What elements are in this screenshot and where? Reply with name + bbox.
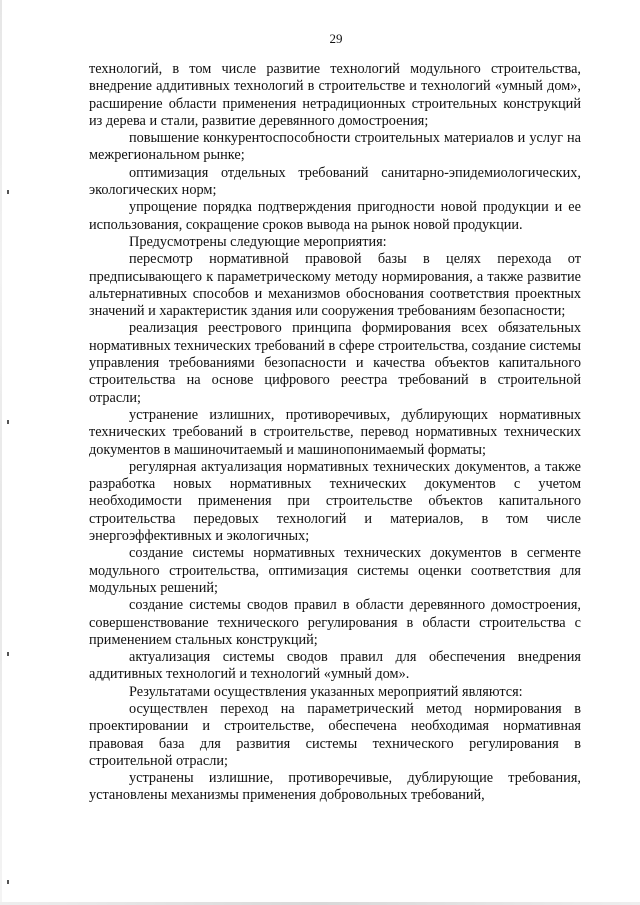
paragraph: актуализация системы сводов правил для обеспечения внедрения аддитивных технологий и технологий «умный дом». <box>89 649 581 683</box>
paragraph: оптимизация отдельных требований санитарно-эпидемиологических, экологических норм; <box>89 164 581 199</box>
paragraph: регулярная актуализация нормативных технических документов, а также разработка новых нормативных технических документов с учетом необходимости применения при строительстве объектов капитального строительства передовых технологий и материалов, в том числе энергоэффективных и экологичных; <box>89 458 581 545</box>
paragraph: устранены излишние, противоречивые, дублирующие требования, установлены механизмы применения добровольных требований, <box>89 770 581 804</box>
paragraph: пересмотр нормативной правовой базы в целях перехода от предписывающего к параметрическому методу нормирования, а также развитие альтернативных способов и механизмов обоснования соответствия проектных значений и характеристик здания или сооружения требованиям безопасности; <box>89 251 581 320</box>
scan-mark <box>7 190 9 194</box>
paragraph: осуществлен переход на параметрический метод нормирования в проектировании и строительстве, обеспечена необходимая нормативная правовая база для развития системы технического регулирования в строительной отрасли; <box>89 700 581 769</box>
paragraph: создание системы сводов правил в области деревянного домостроения, совершенствование технического регулирования в области строительства с применением стальных конструкций; <box>89 597 581 648</box>
paragraph: реализация реестрового принципа формирования всех обязательных нормативных технических требований в сфере строительства, создание системы управления требованиями безопасности и качества объектов капитального строительства на основе цифрового реестра требований в строительной отрасли; <box>89 320 581 406</box>
scan-mark <box>7 880 9 884</box>
paragraph: повышение конкурентоспособности строительных материалов и услуг на межрегиональном рынке; <box>89 130 581 164</box>
paragraph: Результатами осуществления указанных мероприятий являются: <box>129 683 523 700</box>
paragraph: Предусмотрены следующие мероприятия: <box>129 233 387 250</box>
scan-left-edge <box>0 0 2 905</box>
page-number: 29 <box>329 31 343 46</box>
body-text <box>89 61 581 805</box>
paragraph: создание системы нормативных технических документов в сегменте модульного строительства, оптимизация системы оценки соответствия для модульных решений; <box>89 545 581 596</box>
scan-mark <box>7 420 9 424</box>
paragraph: упрощение порядка подтверждения пригодности новой продукции и ее использования, сокращение сроков вывода на рынок новой продукции. <box>89 199 581 233</box>
paragraph: устранение излишних, противоречивых, дублирующих нормативных технических требований в строительстве, перевод нормативных технических документов в машиночитаемый и машинопонимаемый форматы; <box>89 406 581 458</box>
scan-mark <box>7 652 9 656</box>
paragraph: технологий, в том числе развитие технологий модульного строительства, внедрение аддитивных технологий в строительстве и технологий «умный дом», расширение области применения нетрадиционных строительных конструкций из дерева и стали, развитие деревянного домостроения; <box>89 61 581 129</box>
